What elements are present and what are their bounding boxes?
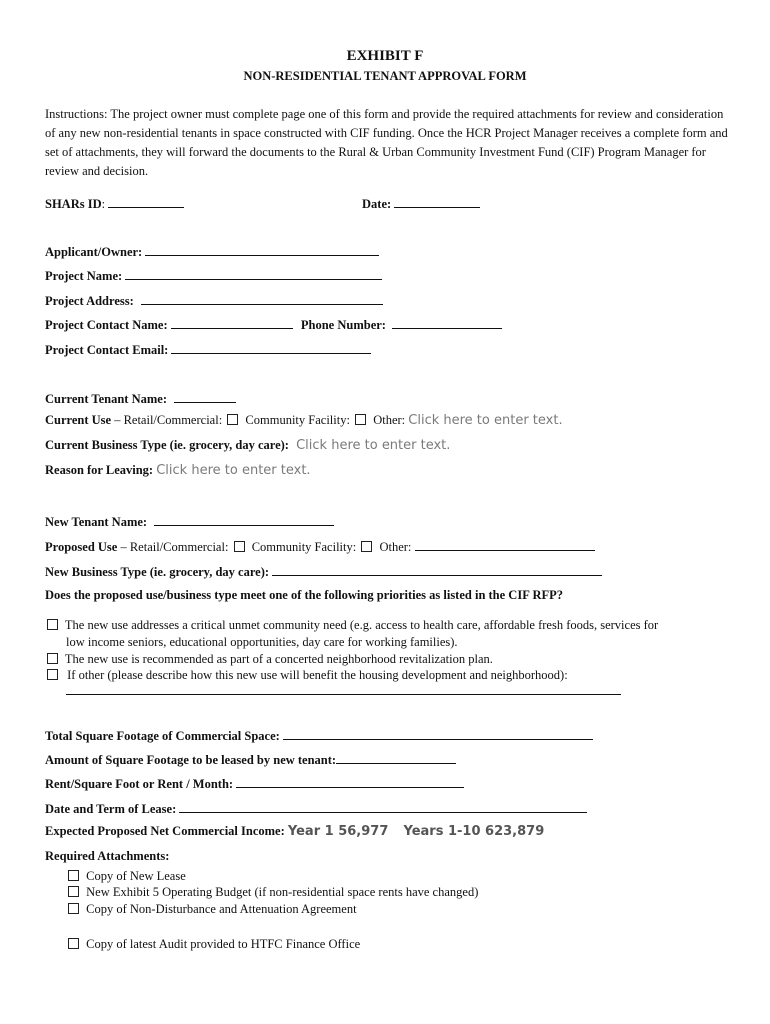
contact-name-field[interactable] <box>171 316 293 329</box>
reason-leaving-input[interactable]: Click here to enter text. <box>156 463 311 478</box>
project-address-field[interactable] <box>141 292 383 305</box>
lease-term-field[interactable] <box>179 800 587 813</box>
proposed-community-checkbox[interactable] <box>361 541 372 552</box>
project-address-label: Project Address: <box>45 294 134 308</box>
form-subtitle: NON-RESIDENTIAL TENANT APPROVAL FORM <box>243 69 527 83</box>
leased-sqft-row <box>45 751 456 768</box>
phone-label: Phone Number: <box>300 318 386 332</box>
current-use-row <box>45 413 563 428</box>
reason-leaving-label: Reason for Leaving: <box>45 463 154 477</box>
attachment-checkbox[interactable] <box>68 886 79 897</box>
proposed-retail-checkbox[interactable] <box>234 541 245 552</box>
form-title: EXHIBIT F <box>346 48 424 64</box>
rent-row <box>45 775 464 792</box>
priority-2-checkbox[interactable] <box>47 653 58 664</box>
priorities-question: Does the proposed use/business type meet one of the following priorities as listed in the CIF RFP? <box>45 588 564 602</box>
income-label: Expected Proposed Net Commercial Income: <box>45 824 285 838</box>
project-name-field[interactable] <box>125 267 382 280</box>
attachment-label: Copy of New Lease <box>86 869 186 883</box>
priority-1-text-a: The new use addresses a critical unmet community need (e.g. access to health care, affordable fresh foods, services for <box>64 618 659 632</box>
current-business-label: Current Business Type (ie. grocery, day care): <box>45 438 289 452</box>
new-tenant-field[interactable] <box>154 513 334 526</box>
current-community-label: Community Facility: <box>245 413 350 427</box>
contact-email-row <box>45 341 371 358</box>
proposed-use-label: Proposed Use <box>45 540 118 554</box>
total-sqft-field[interactable] <box>283 727 593 740</box>
attachment-item <box>66 901 357 918</box>
date-label: Date: <box>362 197 392 211</box>
total-sqft-label: Total Square Footage of Commercial Space: <box>45 729 280 743</box>
attachment-item <box>66 868 186 885</box>
date-field[interactable] <box>394 195 480 208</box>
attachment-checkbox[interactable] <box>68 903 79 914</box>
project-address-row <box>45 292 383 309</box>
attachment-checkbox[interactable] <box>68 938 79 949</box>
shars-id-label: SHARs ID <box>45 197 102 211</box>
new-tenant-label: New Tenant Name: <box>45 515 148 529</box>
current-tenant-label: Current Tenant Name: <box>45 392 167 406</box>
current-retail-checkbox[interactable] <box>227 414 238 425</box>
current-use-retail-label: – Retail/Commercial: <box>111 413 223 427</box>
priority-1-text-b: low income seniors, educational opportunities, day care for working families). <box>66 635 458 649</box>
shars-id-field[interactable] <box>108 195 184 208</box>
priority-3 <box>45 667 568 684</box>
reason-leaving-row <box>45 463 311 478</box>
rent-label: Rent/Square Foot or Rent / Month: <box>45 777 234 791</box>
lease-term-label: Date and Term of Lease: <box>45 802 177 816</box>
proposed-use-retail-label: – Retail/Commercial: <box>117 540 229 554</box>
current-business-row <box>45 438 450 453</box>
priority-2-text: The new use is recommended as part of a concerted neighborhood revitalization plan. <box>64 652 493 666</box>
instructions-text: Instructions: The project owner must complete page one of this form and provide the required attachments for review and consideration of any new non-residential tenants in space constructed with CIF funding. Once the HCR Project Manager receives a complete form and set of attachments, they will forward the documents to the Rural & Urban Community Investment Fund (CIF) Program Manager for review and decision. <box>45 107 728 178</box>
proposed-community-label: Community Facility: <box>251 540 357 554</box>
income-row <box>45 824 544 839</box>
attachment-label: Copy of Non-Disturbance and Attenuation Agreement <box>86 902 357 916</box>
total-sqft-row <box>45 727 593 744</box>
new-tenant-row <box>45 513 334 530</box>
rent-field[interactable] <box>236 775 464 788</box>
new-business-label: New Business Type (ie. grocery, day care): <box>45 565 270 579</box>
attachment-item <box>66 936 360 953</box>
income-value-year1[interactable]: Year 1 56,977 <box>287 824 389 839</box>
lease-term-row <box>45 800 587 817</box>
applicant-field[interactable] <box>145 243 379 256</box>
proposed-other-label: Other: <box>379 540 412 554</box>
current-tenant-row <box>45 390 236 407</box>
attachment-checkbox[interactable] <box>68 870 79 881</box>
contact-email-label: Project Contact Email: <box>45 343 169 357</box>
phone-field[interactable] <box>392 316 502 329</box>
contact-email-field[interactable] <box>171 341 371 354</box>
priority-2 <box>45 651 493 668</box>
current-other-label: Other: <box>373 413 406 427</box>
income-value-years1-10[interactable]: Years 1-10 623,879 <box>403 824 545 839</box>
attachment-label: Copy of latest Audit provided to HTFC Finance Office <box>86 937 361 951</box>
priority-1-checkbox[interactable] <box>47 619 58 630</box>
contact-name-row <box>45 316 502 333</box>
attachments-heading-row <box>45 849 169 864</box>
new-business-field[interactable] <box>272 563 602 576</box>
project-name-label: Project Name: <box>45 269 123 283</box>
applicant-label: Applicant/Owner: <box>45 245 143 259</box>
date-row <box>362 195 480 212</box>
applicant-row <box>45 243 379 260</box>
attachment-label: New Exhibit 5 Operating Budget (if non-residential space rents have changed) <box>86 885 479 899</box>
new-business-row <box>45 563 602 580</box>
current-tenant-field[interactable] <box>174 390 236 403</box>
current-community-checkbox[interactable] <box>355 414 366 425</box>
priority-3-checkbox[interactable] <box>47 669 58 680</box>
contact-name-label: Project Contact Name: <box>45 318 168 332</box>
leased-sqft-field[interactable] <box>336 751 456 764</box>
priority-3-text: If other (please describe how this new use will benefit the housing development and neighborhood): <box>67 668 568 682</box>
proposed-use-row <box>45 538 595 555</box>
priorities-question-row <box>45 588 563 603</box>
priority-1 <box>45 617 658 651</box>
current-use-label: Current Use <box>45 413 112 427</box>
attachments-heading: Required Attachments: <box>45 849 170 863</box>
shars-id-row: SHARs ID: <box>45 195 184 212</box>
priority-3-description-field[interactable] <box>66 686 621 695</box>
current-other-input[interactable]: Click here to enter text. <box>408 413 563 428</box>
leased-sqft-label: Amount of Square Footage to be leased by new tenant: <box>45 753 337 767</box>
attachment-item <box>66 884 478 901</box>
current-business-input[interactable]: Click here to enter text. <box>296 438 451 453</box>
proposed-other-field[interactable] <box>415 538 595 551</box>
project-name-row <box>45 267 382 284</box>
